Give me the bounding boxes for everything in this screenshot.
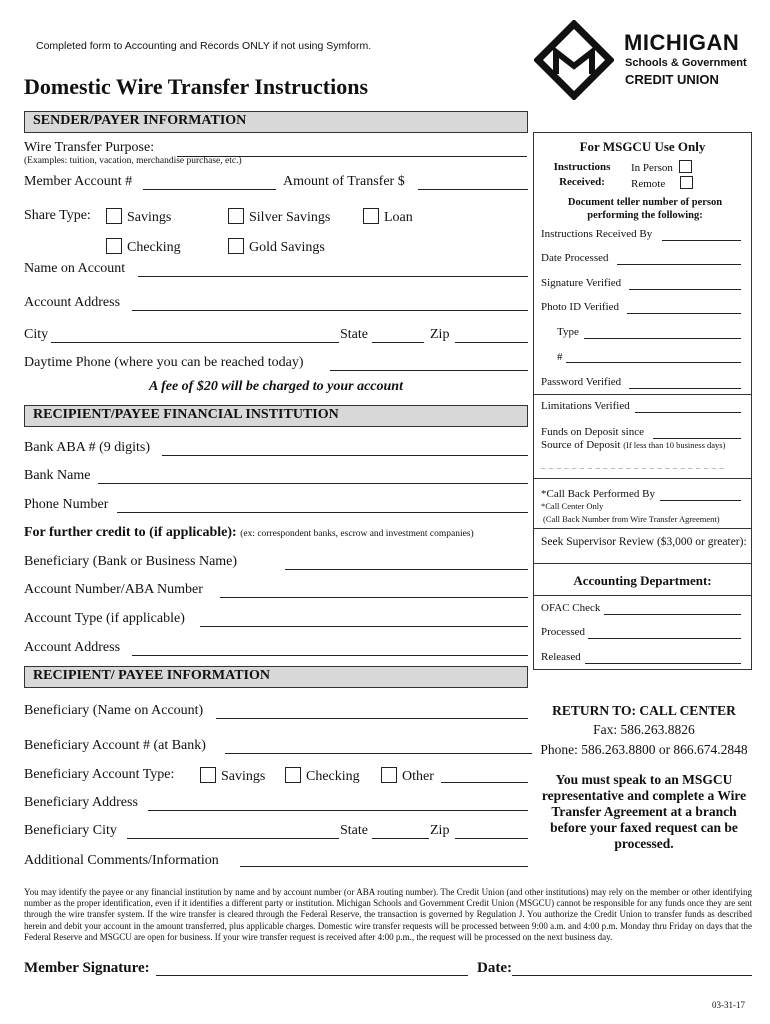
share-savings-label: Savings [127, 210, 172, 225]
signature-date-field[interactable] [512, 975, 752, 976]
bank-name-label: Bank Name [24, 468, 91, 483]
bank-phone-field[interactable] [117, 512, 528, 513]
beneficiary-city-label: Beneficiary City [24, 823, 117, 838]
account-address-field[interactable] [132, 310, 528, 311]
amount-label: Amount of Transfer $ [283, 174, 405, 189]
share-type-label: Share Type: [24, 208, 91, 223]
legal-disclaimer: You may identify the payee or any financial institution by name and by account number (or ABA routing number). The Credit Union (and other institutions) may rely on the member or other identifying number as the proper identification, even if it identifies a different party or institution. Michigan Schools and Government Credit Union (MSGCU) cannot be responsible for any funds once they are sent through the wire transfer system. If the wire transfer is cleared through the Federal Reserve, the transaction is governed by Regulation J. You authorize the Credit Union to transfer funds as described herein and debit your account in the amount transferred, plus applicable charges. Domestic wire transfer requests will be processed between 9:00 a.m. and 4:00 p.m. Monday thru Friday on days that the Federal Reserve and MSGCU are open for business. If your wire transfer request is received after 4:00 p.m., the request will be processed on the next business day. [24, 887, 752, 942]
panel-divider [533, 528, 752, 529]
limitations-verified-field[interactable] [635, 412, 741, 413]
city-field[interactable] [51, 342, 339, 343]
document-teller-note: Document teller number of person performing the following: [567, 197, 723, 221]
share-savings-checkbox[interactable] [106, 208, 122, 224]
in-person-checkbox[interactable] [679, 160, 692, 173]
photo-id-verified-label: Photo ID Verified [541, 301, 620, 313]
beneficiary-name-field[interactable] [216, 718, 528, 719]
account-aba-label: Account Number/ABA Number [24, 582, 203, 597]
bank-aba-field[interactable] [162, 455, 528, 456]
beneficiary-type-label: Beneficiary Account Type: [24, 767, 175, 782]
sender-section-header: SENDER/PAYER INFORMATION [24, 111, 528, 133]
beneficiary-state-label: State [340, 823, 368, 838]
beneficiary-zip-field[interactable] [455, 838, 528, 839]
date-label: Date: [477, 960, 512, 976]
return-to-title: RETURN TO: CALL CENTER [552, 703, 736, 718]
comments-field[interactable] [240, 866, 528, 867]
date-processed-field[interactable] [617, 264, 741, 265]
instructions-received-by-field[interactable] [662, 240, 741, 241]
state-label: State [340, 327, 368, 342]
panel-divider [533, 394, 752, 395]
type-savings-label: Savings [221, 769, 266, 784]
further-credit-hint: (ex: correspondent banks, escrow and investment companies) [240, 529, 474, 539]
call-back-number-note: (Call Back Number from Wire Transfer Agreement) [543, 514, 720, 524]
type-other-checkbox[interactable] [381, 767, 397, 783]
daytime-phone-label: Daytime Phone (where you can be reached today) [24, 355, 304, 370]
released-label: Released [541, 651, 581, 663]
remote-label: Remote [631, 178, 666, 190]
institution-address-label: Account Address [24, 640, 121, 655]
processed-label: Processed [541, 626, 585, 638]
beneficiary-account-field[interactable] [225, 753, 532, 754]
daytime-phone-field[interactable] [330, 370, 528, 371]
beneficiary-account-label: Beneficiary Account # (at Bank) [24, 738, 206, 753]
processed-field[interactable] [588, 638, 741, 639]
password-verified-label: Password Verified [541, 376, 622, 388]
comments-label: Additional Comments/Information [24, 853, 219, 868]
ofac-check-label: OFAC Check [541, 602, 601, 614]
accounting-title: Accounting Department: [573, 573, 712, 588]
ofac-check-field[interactable] [604, 614, 741, 615]
name-on-account-label: Name on Account [24, 261, 126, 276]
account-aba-field[interactable] [220, 597, 528, 598]
released-field[interactable] [585, 663, 741, 664]
signature-verified-label: Signature Verified [541, 277, 622, 289]
msgcu-panel-title: For MSGCU Use Only [579, 139, 706, 154]
share-checking-checkbox[interactable] [106, 238, 122, 254]
call-back-performed-field[interactable] [660, 500, 741, 501]
bank-aba-label: Bank ABA # (9 digits) [24, 440, 151, 455]
call-back-performed-label: *Call Back Performed By [541, 488, 655, 500]
share-gold-checkbox[interactable] [228, 238, 244, 254]
form-routing-note: Completed form to Accounting and Records ONLY if not using Symform. [36, 40, 372, 52]
type-other-label: Other [402, 769, 434, 784]
logo-line-credit-union: CREDIT UNION [625, 72, 719, 87]
photo-id-verified-field[interactable] [627, 313, 741, 314]
msgcu-logo [534, 20, 758, 100]
logo-line-michigan: MICHIGAN [624, 30, 740, 55]
beneficiary-bank-field[interactable] [285, 569, 528, 570]
institution-section-header: RECIPIENT/PAYEE FINANCIAL INSTITUTION [24, 405, 528, 427]
id-number-label: # [557, 351, 563, 363]
return-fax: Fax: 586.263.8826 [593, 722, 695, 737]
signature-verified-field[interactable] [629, 289, 741, 290]
source-of-deposit-hint: (If less than 10 business days) [623, 440, 726, 450]
id-type-label: Type [557, 326, 579, 338]
share-silver-label: Silver Savings [249, 210, 331, 225]
zip-field[interactable] [455, 342, 528, 343]
funds-on-deposit-label: Funds on Deposit since [541, 426, 644, 438]
form-version: 03-31-17 [712, 1000, 745, 1010]
msgcu-representative-notice: You must speak to an MSGCU representative and complete a Wire Transfer Agreement at a branch before your faxed request can be processed. [541, 772, 747, 851]
member-account-field[interactable] [143, 189, 276, 190]
in-person-label: In Person [631, 162, 673, 174]
share-loan-checkbox[interactable] [363, 208, 379, 224]
date-processed-label: Date Processed [541, 252, 609, 264]
recipient-section-header: RECIPIENT/ PAYEE INFORMATION [24, 666, 528, 688]
call-center-only-note: *Call Center Only [541, 501, 604, 511]
account-type-field[interactable] [200, 626, 528, 627]
institution-address-field[interactable] [132, 655, 528, 656]
id-type-field[interactable] [584, 338, 741, 339]
limitations-verified-label: Limitations Verified [541, 400, 630, 412]
state-field[interactable] [372, 342, 424, 343]
beneficiary-address-label: Beneficiary Address [24, 795, 138, 810]
share-gold-label: Gold Savings [249, 240, 325, 255]
city-label: City [24, 327, 49, 342]
fee-notice: A fee of $20 will be charged to your account [149, 379, 403, 394]
share-checking-label: Checking [127, 240, 181, 255]
type-savings-checkbox[interactable] [200, 767, 216, 783]
beneficiary-city-field[interactable] [127, 838, 339, 839]
dashed-separator: _ _ _ _ _ _ _ _ _ _ _ _ _ _ _ _ _ _ _ _ _ _ _ _ [541, 460, 725, 470]
amount-field[interactable] [418, 189, 528, 190]
id-number-field[interactable] [566, 362, 741, 363]
supervisor-review-label: Seek Supervisor Review ($3,000 or greater): [541, 536, 747, 548]
beneficiary-zip-label: Zip [430, 823, 450, 838]
zip-label: Zip [430, 327, 450, 342]
source-of-deposit-label: Source of Deposit [541, 439, 621, 451]
panel-divider [533, 563, 752, 564]
account-address-label: Account Address [24, 295, 121, 310]
return-phone: Phone: 586.263.8800 or 866.674.2848 [540, 742, 748, 757]
member-signature-label: Member Signature: [24, 960, 150, 976]
logo-line-schools: Schools & Government [625, 57, 747, 69]
share-silver-checkbox[interactable] [228, 208, 244, 224]
member-account-label: Member Account # [24, 174, 133, 189]
panel-divider [533, 595, 752, 596]
password-verified-field[interactable] [629, 388, 741, 389]
page-title: Domestic Wire Transfer Instructions [24, 74, 369, 99]
type-other-field[interactable] [441, 782, 528, 783]
bank-name-field[interactable] [98, 483, 528, 484]
account-type-label: Account Type (if applicable) [24, 611, 185, 626]
beneficiary-name-label: Beneficiary (Name on Account) [24, 703, 204, 718]
panel-divider [533, 478, 752, 479]
bank-phone-label: Phone Number [24, 497, 109, 512]
remote-checkbox[interactable] [680, 176, 693, 189]
beneficiary-address-field[interactable] [148, 810, 528, 811]
purpose-label: Wire Transfer Purpose: [24, 140, 155, 155]
beneficiary-state-field[interactable] [372, 838, 429, 839]
share-loan-label: Loan [384, 210, 413, 225]
instructions-received-label: Instructions Received: [553, 161, 611, 188]
member-signature-field[interactable] [156, 975, 468, 976]
further-credit-label: For further credit to (if applicable): [24, 525, 237, 540]
purpose-hint: (Examples: tuition, vacation, merchandise purchase, etc.) [24, 156, 242, 166]
instructions-received-by-label: Instructions Received By [541, 228, 653, 240]
msgcu-logo-mark-icon [534, 20, 614, 100]
type-checking-checkbox[interactable] [285, 767, 301, 783]
name-on-account-field[interactable] [138, 276, 528, 277]
beneficiary-bank-label: Beneficiary (Bank or Business Name) [24, 554, 238, 569]
type-checking-label: Checking [306, 769, 360, 784]
